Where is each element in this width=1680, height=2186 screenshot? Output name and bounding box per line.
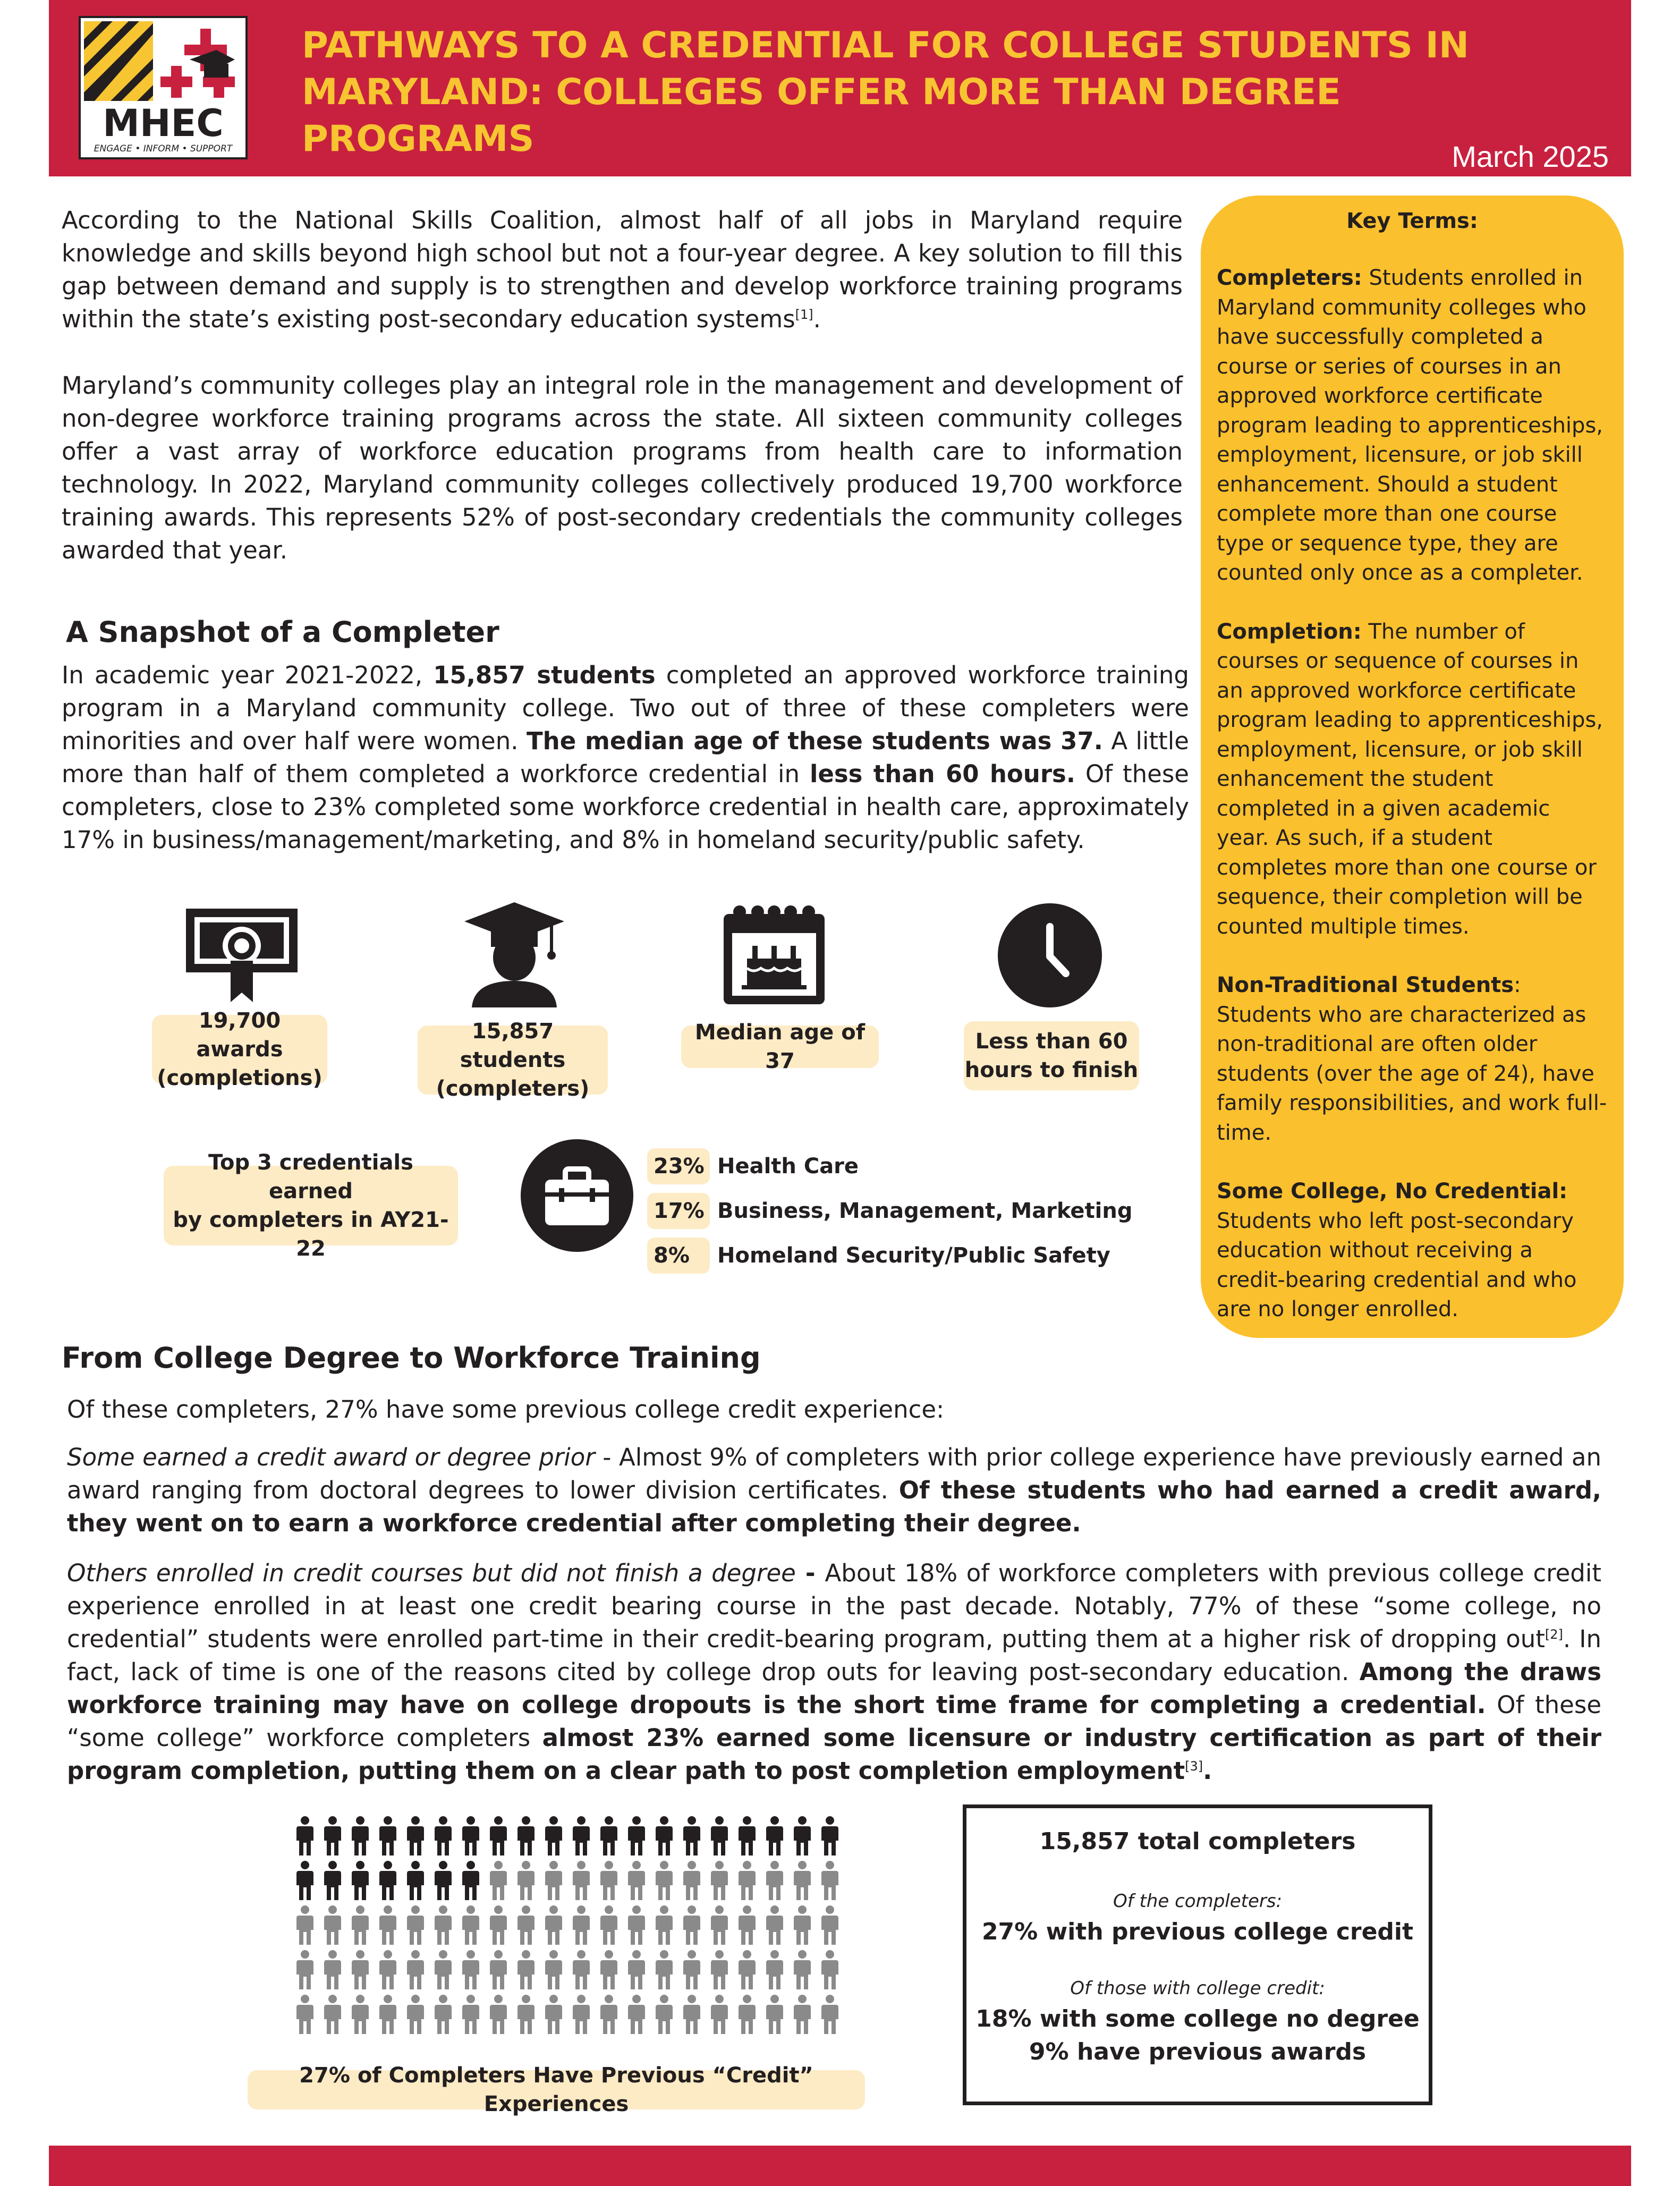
degree-p2-text-3: Of these “some college” workforce completers bbox=[67, 1691, 1601, 1752]
snapshot-bold-1: 15,857 students bbox=[433, 661, 656, 689]
person-icon bbox=[324, 1816, 341, 1855]
key-term-completion bbox=[1217, 617, 1608, 942]
credential-label-homeland: Homeland Security/Public Safety bbox=[717, 1243, 1110, 1268]
person-icon bbox=[462, 1995, 479, 2034]
snapshot-text-4: Of these completers, close to 23% completed some workforce credential in health care, approximately 17% in business/management/marketing, and 8% in homeland security/public safety. bbox=[62, 760, 1189, 854]
snapshot-heading: A Snapshot of a Completer bbox=[66, 615, 499, 649]
person-icon bbox=[794, 1816, 811, 1855]
credential-row-homeland bbox=[647, 1237, 1110, 1274]
person-icon bbox=[766, 1816, 783, 1855]
key-term-completion-def: The number of courses or sequence of courses in an approved workforce certificate program leading to apprenticeships, employment, licensure, or job skill enhancement the student completed in a given academic year. As such, if a student completes more than one course or sequence, their completion will be counted multiple times. bbox=[1217, 619, 1603, 939]
intro-paragraph-2: Maryland’s community colleges play an integral role in the management and development of non-degree workforce training programs across the state. All sixteen community colleges offer a vast array of workforce education programs from health care to information technology. In 2022, Maryland community colleges collectively produced 19,700 workforce training awards. This represents 52% of post-secondary credentials the community colleges awarded that year. bbox=[62, 371, 1183, 564]
stat-awards-line-1: 19,700 awards bbox=[196, 1009, 283, 1062]
person-icon bbox=[739, 1995, 756, 2034]
stat-students-line-2: (completers) bbox=[436, 1077, 590, 1101]
stat-students-label bbox=[418, 1019, 608, 1101]
degree-section-paragraph-1 bbox=[67, 1441, 1601, 1540]
key-term-completers-title: Completers: bbox=[1217, 266, 1362, 290]
person-icon bbox=[739, 1816, 756, 1855]
stat-hours-label bbox=[964, 1021, 1139, 1090]
stat-hours-line-2: hours to finish bbox=[964, 1058, 1139, 1082]
snapshot-bold-3: less than 60 hours. bbox=[809, 760, 1075, 788]
person-icon bbox=[407, 1861, 424, 1900]
key-terms-sidebar bbox=[1201, 196, 1624, 1338]
person-icon bbox=[821, 1950, 838, 1989]
person-icon bbox=[656, 1816, 673, 1855]
summary-sub-2: Of those with college credit: bbox=[1070, 1978, 1325, 1999]
person-icon bbox=[656, 1995, 673, 2034]
person-icon bbox=[324, 1861, 341, 1900]
page-title-line-1: PATHWAYS TO A CREDENTIAL FOR COLLEGE STUDENTS IN bbox=[302, 24, 1469, 66]
person-icon bbox=[628, 1816, 645, 1855]
intro-p1-text: According to the National Skills Coalition, almost half of all jobs in Maryland require knowledge and skills beyond high school but not a four-year degree. A key solution to fill this gap between demand and supply is to strengthen and develop workforce training programs within the state’s existing post-secondary education systems bbox=[62, 206, 1183, 333]
people-chart-caption: 27% of Completers Have Previous “Credit” Experiences bbox=[248, 2070, 865, 2109]
stat-awards-line-2: (completions) bbox=[157, 1066, 323, 1090]
person-icon bbox=[628, 1861, 645, 1900]
person-icon bbox=[739, 1905, 756, 1945]
certificate-icon bbox=[181, 903, 303, 1004]
person-icon bbox=[821, 1905, 838, 1945]
person-icon bbox=[573, 1905, 590, 1945]
key-term-completers-def: Students enrolled in Maryland community colleges who have successfully completed a course or series of courses in an approved workforce certificate program leading to apprenticeships, employment, licensure, or job skill enhancement. Should a student complete more than one course type or sequence type, they are counted only once as a completer. bbox=[1217, 266, 1603, 585]
summary-sub-1: Of the completers: bbox=[1113, 1891, 1283, 1912]
snapshot-text-3: A little more than half of them completed a workforce credential in bbox=[62, 727, 1189, 788]
degree-p2-italic: Others enrolled in credit courses but did not finish a degree bbox=[67, 1559, 796, 1587]
person-icon bbox=[545, 1861, 562, 1900]
credential-label-business: Business, Management, Marketing bbox=[717, 1199, 1133, 1223]
credential-row-business bbox=[647, 1192, 1133, 1230]
person-icon bbox=[462, 1950, 479, 1989]
person-icon bbox=[545, 1905, 562, 1945]
person-icon bbox=[407, 1950, 424, 1989]
degree-section-paragraph-2 bbox=[67, 1557, 1601, 1787]
person-icon bbox=[573, 1816, 590, 1855]
person-icon bbox=[435, 1950, 452, 1989]
person-icon bbox=[683, 1995, 700, 2034]
person-icon bbox=[600, 1950, 617, 1989]
person-icon bbox=[739, 1950, 756, 1989]
person-icon bbox=[435, 1905, 452, 1945]
person-icon bbox=[821, 1861, 838, 1900]
stat-hours-line-1: Less than 60 bbox=[975, 1029, 1128, 1054]
top-credentials-line-2: by completers in AY21-22 bbox=[173, 1208, 449, 1261]
mhec-logo bbox=[79, 16, 248, 159]
person-icon bbox=[573, 1995, 590, 2034]
degree-p1-bold: Of these students who had earned a credit award, they went on to earn a workforce credential after completing their degree. bbox=[67, 1476, 1602, 1537]
person-icon bbox=[766, 1861, 783, 1900]
snapshot-text-2: completed an approved workforce training program in a Maryland community college. Two out of three of these completers were minorities and over half were women. bbox=[62, 661, 1189, 755]
person-icon bbox=[683, 1861, 700, 1900]
person-icon bbox=[296, 1905, 313, 1945]
person-icon bbox=[573, 1861, 590, 1900]
person-icon bbox=[379, 1905, 396, 1945]
person-icon bbox=[462, 1905, 479, 1945]
degree-section-heading: From College Degree to Workforce Training bbox=[62, 1341, 761, 1375]
person-icon bbox=[545, 1950, 562, 1989]
credential-pct-health: 23% bbox=[647, 1148, 710, 1184]
person-icon bbox=[490, 1905, 507, 1945]
calendar-cake-icon bbox=[720, 901, 828, 1007]
degree-p2-bold-1: Among the draws workforce training may have on college dropouts is the short time frame for completing a credential. bbox=[67, 1658, 1601, 1719]
publication-date: March 2025 bbox=[1452, 140, 1609, 173]
person-icon bbox=[683, 1816, 700, 1855]
person-icon bbox=[296, 1816, 313, 1855]
person-icon bbox=[296, 1861, 313, 1900]
page-title-line-2: MARYLAND: COLLEGES OFFER MORE THAN DEGREE PROGRAMS bbox=[302, 71, 1341, 160]
person-icon bbox=[517, 1995, 534, 2034]
degree-section-lead: Of these completers, 27% have some previous college credit experience: bbox=[67, 1395, 945, 1424]
completers-summary-box bbox=[963, 1804, 1432, 2105]
person-icon bbox=[711, 1861, 728, 1900]
person-icon bbox=[407, 1995, 424, 2034]
footnote-ref-1[interactable]: [1] bbox=[795, 307, 813, 322]
person-icon bbox=[407, 1905, 424, 1945]
person-icon bbox=[490, 1816, 507, 1855]
person-icon bbox=[379, 1816, 396, 1855]
person-icon bbox=[600, 1905, 617, 1945]
person-icon bbox=[628, 1905, 645, 1945]
person-icon bbox=[766, 1995, 783, 2034]
person-icon bbox=[517, 1816, 534, 1855]
person-icon bbox=[324, 1995, 341, 2034]
person-icon bbox=[517, 1861, 534, 1900]
degree-p1-italic: Some earned a credit award or degree prior bbox=[67, 1443, 595, 1471]
person-icon bbox=[379, 1950, 396, 1989]
person-icon bbox=[794, 1950, 811, 1989]
person-icon bbox=[794, 1995, 811, 2034]
summary-line-3: 9% have previous awards bbox=[1029, 2038, 1367, 2065]
credential-row-health bbox=[647, 1148, 859, 1185]
person-icon bbox=[435, 1995, 452, 2034]
person-icon bbox=[352, 1861, 369, 1900]
person-icon bbox=[600, 1861, 617, 1900]
clock-icon bbox=[996, 901, 1104, 1010]
degree-p1-text: - Almost 9% of completers with prior college experience have previously earned an award ranging from doctoral degrees to lower division certificates. bbox=[67, 1443, 1601, 1504]
person-icon bbox=[821, 1995, 838, 2034]
person-icon bbox=[407, 1816, 424, 1855]
footnote-ref-2[interactable]: [2] bbox=[1545, 1627, 1563, 1642]
summary-line-2: 18% with some college no degree bbox=[975, 2005, 1420, 2032]
person-icon bbox=[379, 1861, 396, 1900]
intro-p1-end: . bbox=[813, 305, 821, 333]
person-icon bbox=[683, 1950, 700, 1989]
person-icon bbox=[379, 1995, 396, 2034]
person-icon bbox=[573, 1950, 590, 1989]
person-icon bbox=[711, 1995, 728, 2034]
stat-median-age-line-1: Median age of 37 bbox=[694, 1020, 866, 1073]
top-credentials-label bbox=[164, 1150, 458, 1261]
person-icon bbox=[352, 1905, 369, 1945]
person-icon bbox=[324, 1950, 341, 1989]
person-icon bbox=[766, 1950, 783, 1989]
intro-paragraph-1 bbox=[62, 204, 1183, 336]
snapshot-text-1: In academic year 2021-2022, bbox=[62, 661, 434, 689]
person-icon bbox=[600, 1816, 617, 1855]
person-icon bbox=[711, 1950, 728, 1989]
logo-tagline: ENGAGE • INFORM • SUPPORT bbox=[94, 143, 233, 154]
person-icon bbox=[324, 1905, 341, 1945]
person-icon bbox=[296, 1995, 313, 2034]
key-term-some-college-title: Some College, No Credential: bbox=[1217, 1179, 1568, 1204]
key-term-some-college-def: Students who left post-secondary education without receiving a credit-bearing credential and who are no longer enrolled. bbox=[1217, 1208, 1577, 1321]
person-icon bbox=[435, 1861, 452, 1900]
person-icon bbox=[656, 1950, 673, 1989]
degree-p2-text-1: About 18% of workforce completers with previous college credit experience enrolled in at least one credit bearing course in the past decade. Notably, 77% of these “some college, no credential” students were enrolled part-time in their credit-bearing program, putting them at a higher risk of dropping out bbox=[67, 1559, 1601, 1653]
person-icon bbox=[352, 1816, 369, 1855]
person-icon bbox=[711, 1816, 728, 1855]
person-icon bbox=[766, 1905, 783, 1945]
graduate-icon bbox=[461, 898, 567, 1010]
person-icon bbox=[794, 1861, 811, 1900]
person-icon bbox=[517, 1950, 534, 1989]
briefcase-icon bbox=[519, 1137, 635, 1254]
snapshot-bold-2: The median age of these students was 37. bbox=[526, 727, 1103, 755]
top-credentials-line-1: Top 3 credentials earned bbox=[208, 1150, 413, 1204]
person-icon bbox=[462, 1816, 479, 1855]
page-title bbox=[302, 22, 1577, 163]
person-icon bbox=[711, 1905, 728, 1945]
credential-label-health: Health Care bbox=[717, 1154, 859, 1179]
person-icon bbox=[490, 1995, 507, 2034]
person-icon bbox=[656, 1905, 673, 1945]
key-term-some-college bbox=[1217, 1177, 1608, 1325]
summary-total: 15,857 total completers bbox=[1039, 1828, 1356, 1855]
key-term-completers bbox=[1217, 264, 1608, 588]
logo-wordmark: MHEC bbox=[103, 101, 224, 145]
person-icon bbox=[435, 1816, 452, 1855]
person-icon bbox=[490, 1861, 507, 1900]
key-term-completion-title: Completion: bbox=[1217, 619, 1362, 644]
person-icon bbox=[490, 1950, 507, 1989]
footer-bar bbox=[49, 2146, 1631, 2186]
footnote-ref-3[interactable]: [3] bbox=[1185, 1759, 1203, 1774]
key-term-non-traditional-title: Non-Traditional Students bbox=[1217, 973, 1514, 997]
person-icon bbox=[545, 1995, 562, 2034]
person-icon bbox=[462, 1861, 479, 1900]
person-icon bbox=[352, 1995, 369, 2034]
credential-pct-business: 17% bbox=[647, 1193, 710, 1229]
person-icon bbox=[628, 1950, 645, 1989]
stat-students-line-1: 15,857 students bbox=[460, 1019, 566, 1072]
degree-p2-text-2: . In fact, lack of time is one of the reasons cited by college drop outs for leaving post-secondary education. bbox=[67, 1625, 1601, 1686]
person-icon bbox=[600, 1995, 617, 2034]
person-icon bbox=[683, 1905, 700, 1945]
degree-p2-bold-2: almost 23% earned some licensure or industry certification as part of their program completion, putting them on a clear path to post completion employment bbox=[67, 1724, 1602, 1785]
key-term-non-traditional-def: : Students who are characterized as non-traditional are often older students (over the age of 24), have family responsibilities, and work full-time. bbox=[1217, 973, 1607, 1145]
people-icon-chart bbox=[291, 1814, 844, 2043]
key-terms-heading: Key Terms: bbox=[1346, 209, 1478, 233]
person-icon bbox=[517, 1905, 534, 1945]
person-icon bbox=[628, 1995, 645, 2034]
person-icon bbox=[352, 1950, 369, 1989]
credential-pct-homeland: 8% bbox=[647, 1238, 710, 1274]
stat-median-age-label bbox=[681, 1020, 879, 1073]
person-icon bbox=[739, 1861, 756, 1900]
stat-awards-label bbox=[152, 1009, 327, 1090]
person-icon bbox=[821, 1816, 838, 1855]
person-icon bbox=[296, 1950, 313, 1989]
degree-p2-dash: - bbox=[795, 1559, 825, 1587]
person-icon bbox=[545, 1816, 562, 1855]
key-term-non-traditional bbox=[1217, 971, 1608, 1148]
summary-line-1: 27% with previous college credit bbox=[981, 1918, 1414, 1945]
degree-p2-end: . bbox=[1203, 1757, 1212, 1785]
person-icon bbox=[794, 1905, 811, 1945]
person-icon bbox=[656, 1861, 673, 1900]
snapshot-paragraph bbox=[62, 659, 1189, 857]
